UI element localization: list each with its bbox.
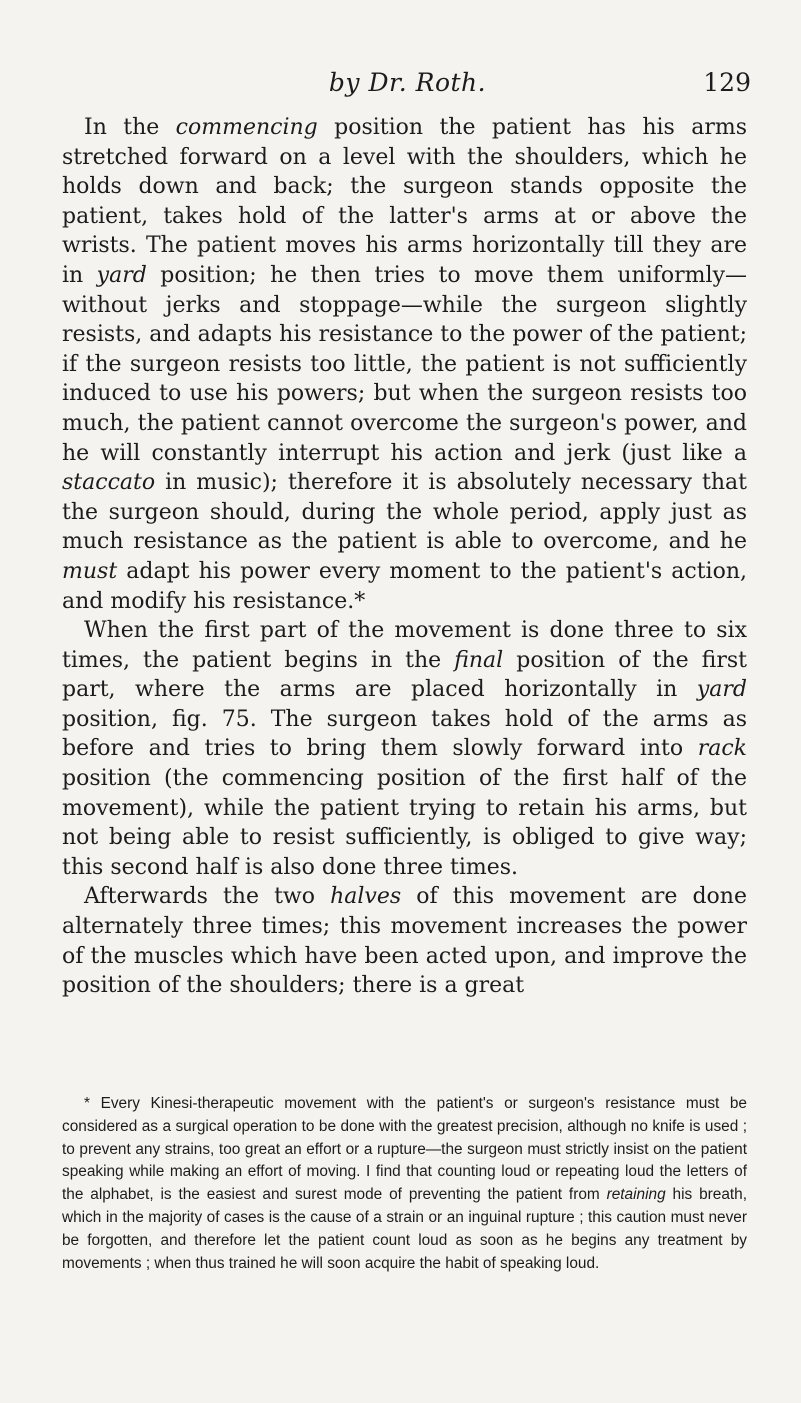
text-run: position of the first part, where the arms are placed horizontally in bbox=[62, 647, 747, 703]
page-number: 129 bbox=[703, 68, 751, 97]
running-title: by Dr. Roth. bbox=[328, 68, 487, 97]
text-run: position; he then tries to move them uniformly—without jerks and stoppage—while the surgeon slightly resists, and adapts his resistance to the power of the patient; if the surgeon resists too little, the patient is not sufficiently induced to use his powers; but when the surgeon resists too much, the patient cannot overcome the surgeon's power, and he will constantly interrupt his action and jerk (just like a bbox=[62, 262, 747, 466]
text-run: adapt his power every moment to the patient's action, and modify his resistance.* bbox=[62, 558, 747, 614]
text-run: Afterwards the two bbox=[84, 884, 331, 910]
italic-text-run: rack bbox=[697, 736, 747, 762]
text-run: position (the commencing position of the first half of the movement), while the patient trying to retain his arms, but not being able to resist sufficiently, is obliged to give way; this second half is also done three times. bbox=[62, 766, 747, 880]
italic-text-run: final bbox=[454, 647, 504, 673]
footnote-paragraph bbox=[62, 1093, 747, 1275]
paragraph bbox=[62, 882, 747, 1000]
text-run: position, fig. 75. The surgeon takes hold of the arms as before and tries to bring them slowly forward into bbox=[62, 706, 747, 762]
footnote bbox=[62, 1093, 747, 1275]
text-run: his breath, which in the majority of cases is the cause of a strain or an inguinal rupture ; this caution must never be forgotten, and therefore let the patient count loud as soon as he begins any treatment by movements ; when thus trained he will soon acquire the habit of speaking loud. bbox=[62, 1186, 747, 1272]
italic-text-run: yard bbox=[696, 677, 747, 703]
body-text bbox=[62, 113, 747, 1001]
italic-text-run: commencing bbox=[175, 115, 318, 140]
text-run: When the first part of the movement is done three to six times, the patient begins in the bbox=[62, 618, 747, 673]
running-head bbox=[60, 68, 755, 102]
paragraph bbox=[62, 616, 747, 882]
italic-text-run: staccato bbox=[62, 470, 156, 496]
italic-text-run: yard bbox=[96, 262, 147, 288]
text-run: of this movement are done alternately three times; this movement increases the power of the muscles which have been acted upon, and improve the position of the shoulders; there is a great bbox=[62, 884, 747, 999]
text-run: position the patient has his arms stretched forward on a level with the shoulders, which he holds down and back; the surgeon stands opposite the patient, takes hold of the latter's arms at or above the wrists. The patient moves his arms horizontally till they are in bbox=[62, 115, 747, 288]
text-run: in music); therefore it is absolutely necessary that the surgeon should, during the whole period, apply just as much resistance as the patient is able to overcome, and he bbox=[62, 470, 747, 555]
text-run: * Every Kinesi-therapeutic movement with the patient's or surgeon's resistance must be considered as a surgical operation to be done with the greatest precision, although no knife is used ; to prevent any strains, too great an effort or a rupture—the surgeon must strictly insist on the patient speaking while making an effort of moving. I find that counting loud or repeating loud the letters of the alphabet, is the easiest and surest mode of preventing the patient from bbox=[62, 1095, 747, 1204]
italic-text-run: must bbox=[62, 558, 118, 584]
text-run: In the bbox=[84, 115, 176, 140]
italic-text-run: retaining bbox=[606, 1186, 666, 1204]
italic-text-run: halves bbox=[330, 884, 402, 910]
paragraph bbox=[62, 113, 747, 616]
